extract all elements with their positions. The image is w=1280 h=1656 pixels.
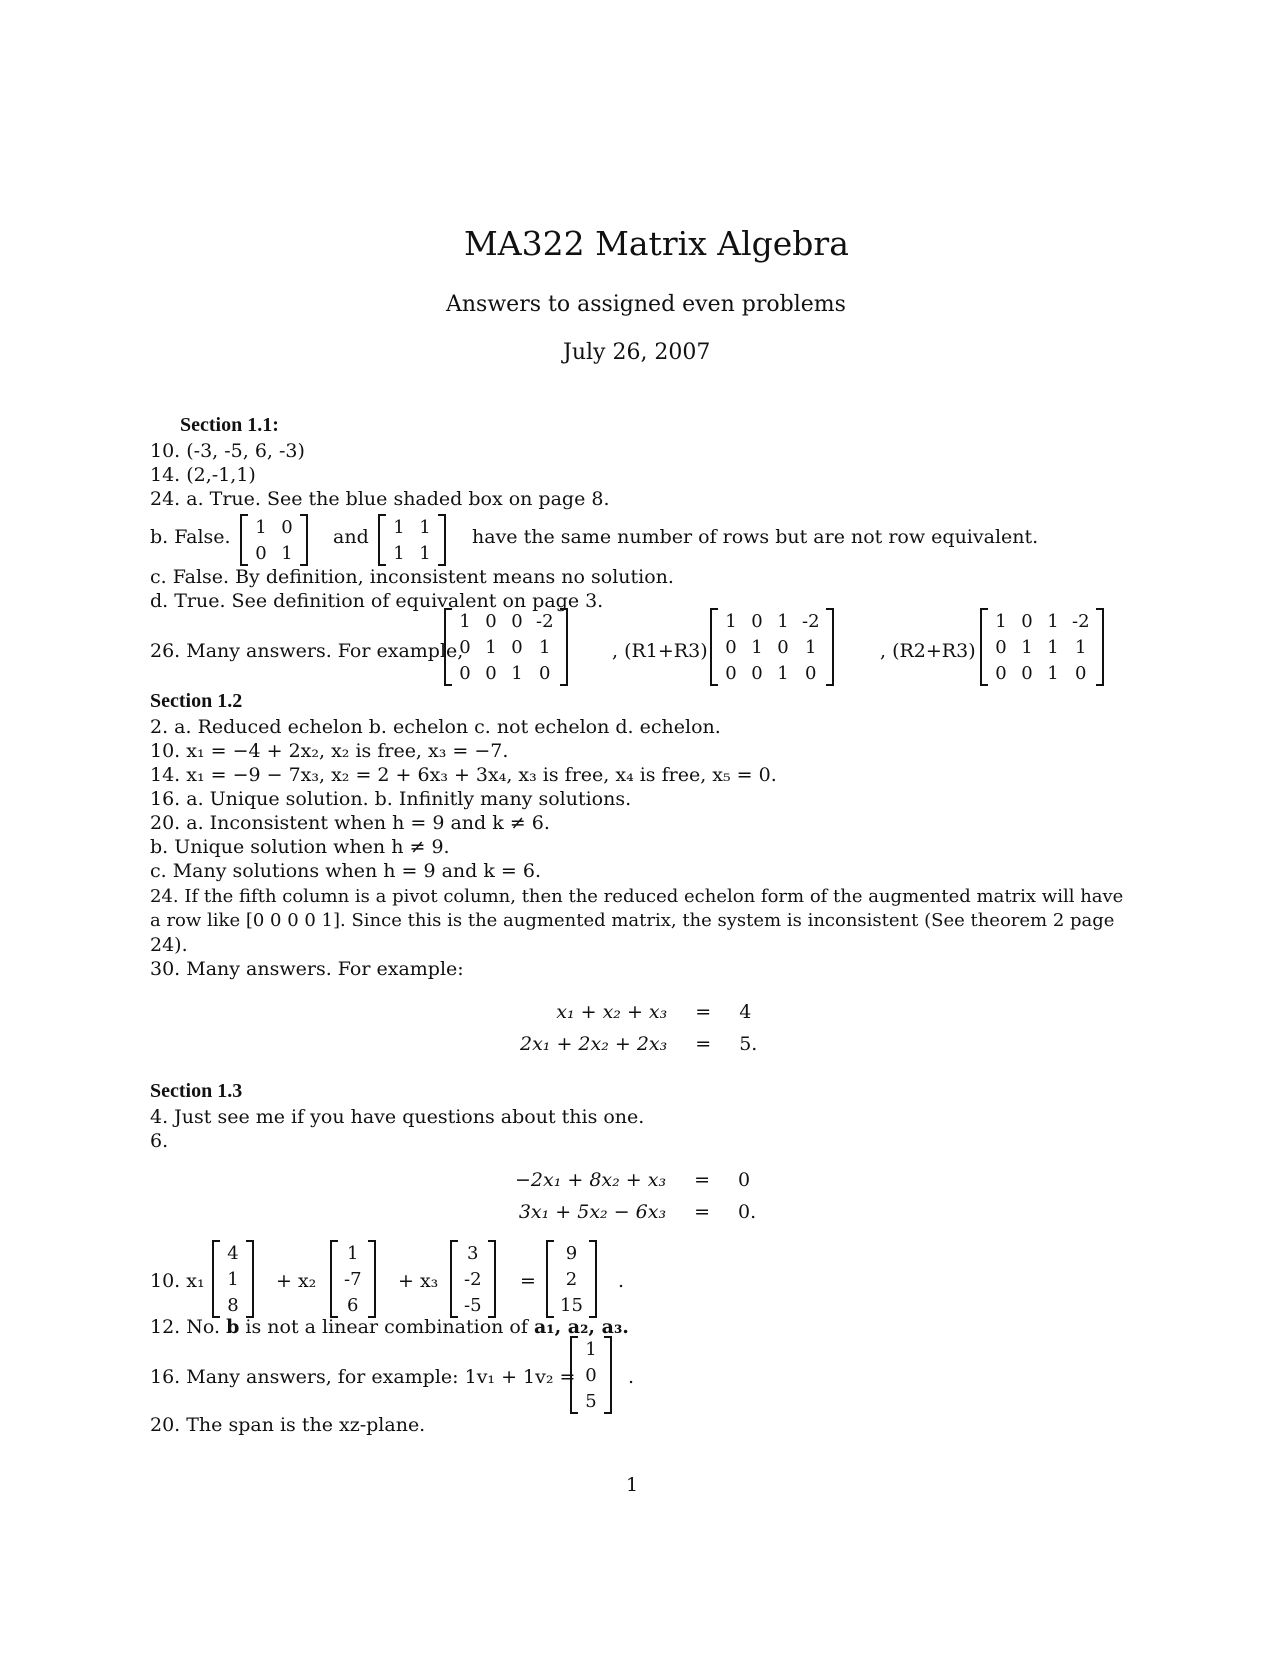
answer-1-3-20: 20. The span is the xz-plane. [150,1414,426,1436]
vector-10-second [332,1240,374,1318]
matrix-entry: 0 [585,1364,597,1386]
section-1-3-heading: Section 1.3 [150,1080,243,1102]
matrix-entry: 0 [995,636,1007,658]
eq2-lhs: 2x₁ + 2x₂ + 2x₃ [520,1033,668,1055]
matrix-row [386,540,438,566]
matrix-row [338,1240,368,1266]
answer-1-1-24b-prefix: b. False. [150,526,231,548]
matrix-row [458,1266,488,1292]
answer-1-1-24d: d. True. See definition of equivalent on page 3. [150,590,604,612]
vector-16-result [572,1336,610,1414]
answer-1-3-6: 6. [150,1130,169,1152]
matrix-row [220,1240,246,1266]
answer-1-1-26-op1: , (R1+R3) [612,640,708,662]
answer-1-2-2: 2. a. Reduced echelon b. echelon c. not echelon d. echelon. [150,716,721,738]
matrix-entry: 0 [995,662,1007,684]
matrix-entry: -7 [344,1268,362,1290]
answer-1-2-20c: c. Many solutions when h = 9 and k = 6. [150,860,541,882]
matrix-entry: 1 [255,516,267,538]
answer-1-2-30: 30. Many answers. For example: [150,958,464,980]
answer-1-2-20b: b. Unique solution when h ≠ 9. [150,836,450,858]
matrix-entry: 0 [1021,610,1033,632]
answer-1-1-10: 10. (-3, -5, 6, -3) [150,440,305,462]
answer-1-1-24b-and: and [333,526,369,548]
vector-10-first [214,1240,252,1318]
matrix-entry: 0 [725,662,737,684]
matrix-row [554,1292,589,1318]
matrix-entry: 1 [777,662,789,684]
matrix-entry: 15 [560,1294,583,1316]
matrix-26-second [712,608,832,686]
matrix-entry: -2 [802,610,820,632]
matrix-entry: 0 [281,516,293,538]
matrix-entry: 0 [751,662,763,684]
matrix-entry: -2 [1072,610,1090,632]
vector-b-symbol: b [226,1316,240,1338]
matrix-entry: 1 [281,542,293,564]
eq2-rhs: 5. [739,1033,758,1055]
matrix-entry: 1 [419,542,431,564]
matrix-row [452,634,560,660]
matrix-entry: 1 [1075,636,1087,658]
matrix-entry: 1 [777,610,789,632]
system-1-3-6 [505,1164,766,1228]
matrix-entry: 0 [539,662,551,684]
answer-1-3-16-prefix: 16. Many answers, for example: 1v₁ + 1v₂ = [150,1366,576,1388]
matrix-entry: 8 [227,1294,239,1316]
answer-1-3-10-label: 10. x₁ [150,1270,205,1292]
matrix-entry: 1 [393,516,405,538]
answer-1-3-4: 4. Just see me if you have questions about this one. [150,1106,645,1128]
matrix-row [718,660,826,686]
answer-1-1-24a: 24. a. True. See the blue shaded box on page 8. [150,488,610,510]
section-1-1-heading: Section 1.1: [180,414,279,436]
matrix-entry: 1 [459,610,471,632]
matrix-entry: 1 [1021,636,1033,658]
answer-1-2-16: 16. a. Unique solution. b. Infinitly many solutions. [150,788,632,810]
matrix-row [988,608,1096,634]
answer-1-1-14: 14. (2,-1,1) [150,464,256,486]
answer-1-3-10-term2: + x₂ [276,1270,317,1292]
matrix-entry: 0 [485,662,497,684]
answer-1-2-24-line3: 24). [150,934,188,956]
matrix-entry: 1 [419,516,431,538]
matrix-entry: 1 [1047,662,1059,684]
matrix-entry: 1 [585,1338,597,1360]
matrix-row [452,660,560,686]
eq2-rel: = [695,1033,712,1055]
answer-1-1-26-op2: , (R2+R3) [880,640,976,662]
matrix-entry: 2 [565,1268,578,1290]
matrix-row [386,514,438,540]
answer-1-3-10-term3: + x₃ [398,1270,439,1292]
matrix-entry: 1 [227,1268,239,1290]
matrix-row [458,1240,488,1266]
matrix-row [554,1240,589,1266]
matrix-entry: 6 [347,1294,359,1316]
matrix-entry: 1 [393,542,405,564]
answer-1-2-24-line1: 24. If the fifth column is a pivot column, then the reduced echelon form of the augmented matrix will have [150,886,1124,907]
answer-1-3-12-middle: is not a linear combination of [245,1316,528,1338]
answer-1-1-24b-suffix: have the same number of rows but are not row equivalent. [472,526,1039,548]
matrix-row [988,634,1096,660]
matrix-entry: 4 [227,1242,239,1264]
matrix-row [578,1362,604,1388]
matrix-row [458,1292,488,1318]
answer-1-1-26-prefix: 26. Many answers. For example, [150,640,464,662]
page-subtitle: Answers to assigned even problems [446,292,846,317]
matrix-entry: 0 [511,636,523,658]
matrix-24b-identity [242,514,306,566]
section-1-2-heading: Section 1.2 [150,690,243,712]
matrix-entry: 1 [511,662,523,684]
matrix-row [718,634,826,660]
eq1-lhs: x₁ + x₂ + x₃ [556,1001,668,1023]
matrix-entry: 1 [539,636,551,658]
eq2-rhs: 0. [738,1201,757,1223]
answer-1-3-16-period: . [628,1366,635,1388]
answer-1-3-12-prefix: 12. No. [150,1316,221,1338]
vector-10-third [452,1240,494,1318]
answer-1-2-10: 10. x₁ = −4 + 2x₂, x₂ is free, x₃ = −7. [150,740,509,762]
matrix-entry: 0 [459,662,471,684]
matrix-26-third [982,608,1102,686]
page-number: 1 [626,1474,639,1496]
answer-1-1-24c: c. False. By definition, inconsistent means no solution. [150,566,674,588]
answer-1-3-12 [150,1316,629,1338]
matrix-entry: 3 [467,1242,479,1264]
matrix-26-first [446,608,566,686]
matrix-entry: 1 [1047,636,1059,658]
matrix-row [554,1266,589,1292]
answer-1-2-24-line2: a row like [0 0 0 0 1]. Since this is the augmented matrix, the system is inconsistent (See theorem 2 page [150,910,1115,931]
matrix-row [578,1388,604,1414]
matrix-row [578,1336,604,1362]
matrix-entry: 1 [1047,610,1059,632]
matrix-entry: -5 [464,1294,482,1316]
matrix-entry: 0 [255,542,267,564]
matrix-24b-ones [380,514,444,566]
matrix-entry: 1 [485,636,497,658]
matrix-entry: 1 [995,610,1007,632]
matrix-entry: 0 [725,636,737,658]
matrix-row [220,1266,246,1292]
matrix-entry: 0 [777,636,789,658]
matrix-row [452,608,560,634]
vector-10-result [548,1240,595,1318]
matrix-entry: 1 [805,636,817,658]
system-1-2-30 [510,996,767,1060]
matrix-entry: 0 [751,610,763,632]
eq1-rel: = [694,1169,711,1191]
eq2-rel: = [694,1201,711,1223]
matrix-entry: -2 [464,1268,482,1290]
matrix-row [248,514,300,540]
matrix-row [248,540,300,566]
eq1-rhs: 4 [739,1001,752,1023]
matrix-entry: 0 [511,610,523,632]
matrix-entry: 1 [751,636,763,658]
page-title: MA322 Matrix Algebra [464,224,849,263]
eq1-lhs: −2x₁ + 8x₂ + x₃ [515,1169,667,1191]
matrix-row [988,660,1096,686]
answer-1-2-20a: 20. a. Inconsistent when h = 9 and k ≠ 6. [150,812,550,834]
matrix-entry: 5 [585,1390,597,1412]
matrix-entry: -2 [536,610,554,632]
matrix-row [338,1292,368,1318]
answer-1-2-14: 14. x₁ = −9 − 7x₃, x₂ = 2 + 6x₃ + 3x₄, x₃ is free, x₄ is free, x₅ = 0. [150,764,777,786]
matrix-entry: 0 [485,610,497,632]
matrix-entry: 9 [565,1242,578,1264]
matrix-entry: 0 [459,636,471,658]
matrix-entry: 0 [1075,662,1087,684]
answer-1-3-10-period: . [618,1270,625,1292]
matrix-row [718,608,826,634]
matrix-entry: 0 [805,662,817,684]
eq2-lhs: 3x₁ + 5x₂ − 6x₃ [518,1201,667,1223]
matrix-entry: 0 [1021,662,1033,684]
matrix-entry: 1 [347,1242,359,1264]
matrix-entry: 1 [725,610,737,632]
matrix-row [220,1292,246,1318]
matrix-row [338,1266,368,1292]
answer-1-3-10-equals: = [520,1270,536,1292]
page-date: July 26, 2007 [563,340,711,365]
eq1-rhs: 0 [738,1169,751,1191]
vectors-a-symbols: a₁, a₂, a₃. [533,1316,629,1338]
eq1-rel: = [695,1001,712,1023]
